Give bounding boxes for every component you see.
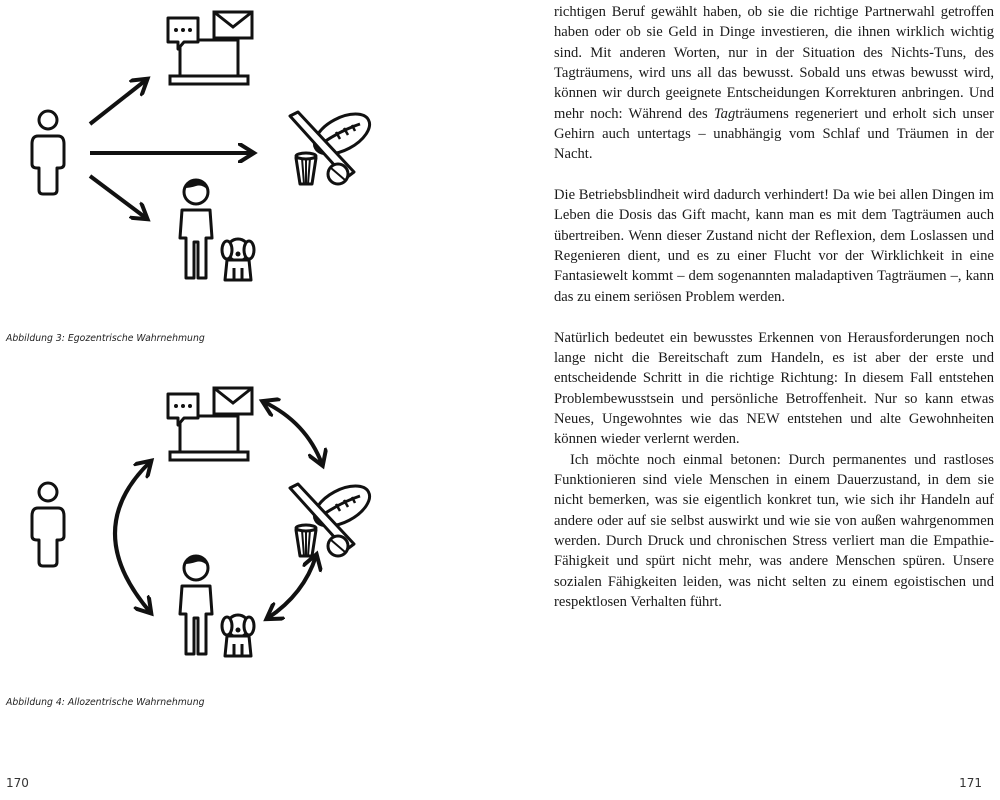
paragraph-3: Natürlich bedeutet ein bewusstes Erkennen von Herausforderungen noch lange nicht die Bereitschaft zum Handeln, es ist aber der erste und entscheidende Schritt in die richtige Richtung: In diesem Fall entstehen Problembewusstsein und persönliche Betroffenheit. Nur so kann etwas Neues, Ungewohntes wie das NEW entstehen und alte Gewohnheiten können wieder verlernt werden. <box>554 329 994 448</box>
arrow-laptop-sports <box>264 402 322 464</box>
paragraph-1-part-a: richtigen Beruf gewählt haben, ob sie die richtige Partnerwahl getroffen haben oder ob sie Geld in Dinge investieren, die ihnen wirklich wichtig sind. Mit anderen Worten, nur in der Situation des Nichts-Tuns, des Tagträumens, wird uns all das bewusst. Sobald uns etwas bewusst wird, können wir durch geeignete Entscheidungen Korrekturen anbringen. Und mehr noch: Während des <box>554 4 994 122</box>
paragraph-1 <box>554 2 994 165</box>
person-icon <box>32 483 64 566</box>
arrow-to-laptop <box>90 80 146 124</box>
sports-equipment-icon <box>290 106 376 184</box>
paragraph-2: Die Betriebsblindheit wird dadurch verhindert! Da wie bei allen Dingen im Leben die Dosis das Gift macht, kann man es mit dem Tagträumen auch übertreiben. Wenn dieser Zustand nicht der Reflexion, dem Loslassen und Regenieren dient, und es zu einer Flucht vor der Wirklichkeit in eine Fantasiewelt kommt – dem sogenannten maladaptiven Tagträumen –, kann das zu einem seriösen Problem werden. <box>554 187 994 305</box>
body-text <box>554 2 994 612</box>
page-number-left: 170 <box>6 776 29 790</box>
paragraph-4: Ich möchte noch einmal betonen: Durch permanentes und rastloses Funktionieren sind viele Menschen in einem Dauerzustand, in dem sie nicht bemerken, was sie eigentlich konkret tun, wie sich ihr Handeln auf andere oder auf sie selbst auswirkt und wie sie von außen wahrgenommen werden. Durch Druck und chronischen Stress verliert man die Empathie-Fähigkeit und spürt nicht mehr, was andere Menschen spüren. Unsere sozialen Fähigkeiten leiden, was nicht selten zu einem egoistischen und respektlosen Verhalten führt. <box>554 451 994 610</box>
page-number-right: 171 <box>959 776 982 790</box>
laptop-chat-mail-icon <box>168 12 252 84</box>
paragraph-1-emphasis: Tag <box>713 105 736 122</box>
sports-equipment-icon <box>290 478 376 556</box>
figure-4-caption: Abbildung 4: Allozentrische Wahrnehmung <box>6 697 205 708</box>
arrow-sports-child <box>268 556 316 618</box>
figure-4 <box>0 380 500 670</box>
laptop-chat-mail-icon <box>168 388 252 460</box>
child-with-dog-icon <box>180 180 254 280</box>
arrow-laptop-child <box>115 462 150 612</box>
person-icon <box>32 111 64 194</box>
figure-3-caption: Abbildung 3: Egozentrische Wahrnehmung <box>6 333 205 344</box>
paragraph-1-part-b: träumens regeneriert und erholt sich unser Gehirn auch untertags – unabhängig vom Schlaf und Träumen in der Nacht. <box>554 105 995 163</box>
child-with-dog-icon <box>180 556 254 656</box>
figure-3 <box>0 0 500 320</box>
arrow-to-child <box>90 176 146 218</box>
right-page <box>500 0 1000 800</box>
